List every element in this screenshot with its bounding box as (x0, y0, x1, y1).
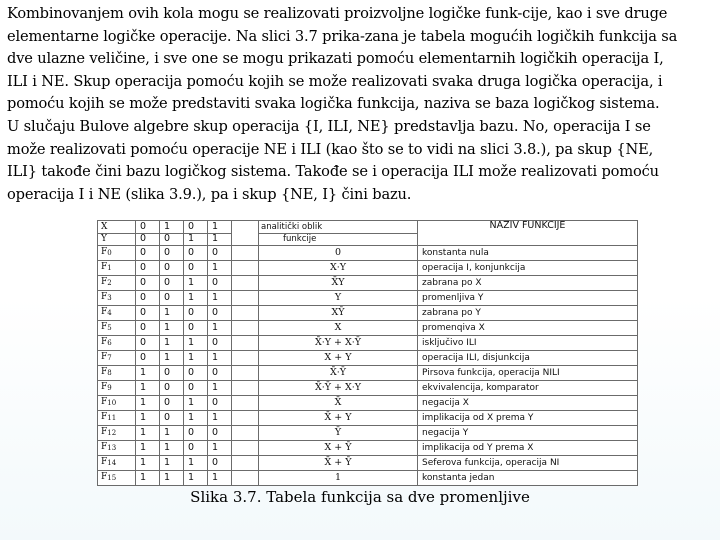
truth-bit: 0 (208, 276, 232, 291)
truth-bit: 0 (136, 261, 160, 276)
table-row (98, 441, 638, 456)
function-label (98, 456, 136, 471)
function-index: 11 (107, 414, 117, 423)
function-index: 6 (107, 339, 112, 348)
truth-bit: 0 (184, 381, 208, 396)
table-row (98, 261, 638, 276)
spacer-cell (232, 351, 259, 366)
truth-bit: 0 (160, 381, 184, 396)
function-label (98, 426, 136, 441)
figure-caption: Slika 3.7. Tabela funkcija sa dve promenljive (190, 488, 530, 506)
function-letter: F (101, 322, 108, 333)
function-name: konstanta jedan (418, 471, 638, 486)
function-letter: F (101, 337, 108, 348)
y-bit: 0 (160, 233, 184, 246)
truth-bit: 0 (136, 246, 160, 261)
truth-bit: 1 (160, 321, 184, 336)
truth-bit: 0 (184, 306, 208, 321)
analytic-expression: X + Ȳ (259, 441, 418, 456)
spacer-cell (232, 321, 259, 336)
spacer-cell (232, 336, 259, 351)
function-label (98, 441, 136, 456)
truth-bit: 1 (160, 306, 184, 321)
function-name: negacija Y (418, 426, 638, 441)
x-bit: 1 (208, 221, 232, 234)
truth-bit: 0 (136, 306, 160, 321)
function-label (98, 366, 136, 381)
spacer-cell (232, 381, 259, 396)
analytic-expression: 1 (259, 471, 418, 486)
function-label (98, 471, 136, 486)
truth-bit: 0 (208, 456, 232, 471)
function-name: zabrana po Y (418, 306, 638, 321)
function-index: 9 (107, 384, 112, 393)
analytic-expression: X̄·Ȳ (259, 366, 418, 381)
function-letter: F (101, 442, 108, 453)
analytic-expression: X̄ + Ȳ (259, 456, 418, 471)
spacer-cell (232, 366, 259, 381)
truth-bit: 0 (184, 321, 208, 336)
truth-bit: 1 (136, 426, 160, 441)
truth-bit: 1 (208, 441, 232, 456)
truth-bit: 0 (184, 366, 208, 381)
truth-bit: 0 (136, 321, 160, 336)
truth-bit: 0 (160, 246, 184, 261)
function-name: ekvivalencija, komparator (418, 381, 638, 396)
analytic-expression: Ȳ (259, 426, 418, 441)
analytic-expression: X̄ + Y (259, 411, 418, 426)
function-label (98, 396, 136, 411)
function-name: promenljiva Y (418, 291, 638, 306)
function-name: operacija I, konjunkcija (418, 261, 638, 276)
table-row (98, 336, 638, 351)
truth-bit: 1 (160, 351, 184, 366)
truth-bit: 1 (184, 276, 208, 291)
function-label (98, 336, 136, 351)
spacer-cell (232, 276, 259, 291)
analytic-expression: X (259, 321, 418, 336)
analytic-expression: X̄·Y + X·Ȳ (259, 336, 418, 351)
y-label: Y (98, 233, 136, 246)
truth-bit: 0 (184, 426, 208, 441)
truth-bit: 1 (208, 291, 232, 306)
analytic-expression: 0 (259, 246, 418, 261)
function-name: Seferova funkcija, operacija NI (418, 456, 638, 471)
truth-bit: 1 (208, 261, 232, 276)
function-name: negacija X (418, 396, 638, 411)
function-label (98, 351, 136, 366)
body-paragraph: Kombinovanjem ovih kola mogu se realizovati proizvoljne logičke funk-cije, kao i sve druge elementarne logičke operacije. Na slici 3.7 prika-zana je tabela mogućih logičkih funkcija sa dve ulazne veličine, i sve one se mogu prikazati pomoću elementarnih logičkih operacija I, ILI i NE. Skup operacija pomoću kojih se može realizovati svaka druga logička operacija, i pomoću kojih se može predstaviti svaka logička funkcija, naziva se baza logičkog sistema. U slučaju Bulove algebre skup operacija {I, ILI, NE} predstavlja bazu. No, operacija I se može realizovati pomoću operacije NE i ILI (kao što se to vidi na slici 3.8.), pa skup {NE, ILI} takođe čini bazu logičkog sistema. Takođe se i operacija ILI može realizovati pomoću operacija I i NE (slika 3.9.), pa i skup {NE, I} čini bazu. (7, 5, 678, 203)
spacer-cell (232, 426, 259, 441)
truth-bit: 1 (136, 411, 160, 426)
truth-bit: 1 (208, 321, 232, 336)
truth-bit: 1 (184, 351, 208, 366)
analytic-expression: X·Y (259, 261, 418, 276)
truth-bit: 1 (184, 456, 208, 471)
spacer-cell (232, 246, 259, 261)
x-bit: 0 (184, 221, 208, 234)
truth-bit: 0 (160, 261, 184, 276)
function-index: 14 (107, 459, 117, 468)
truth-bit: 0 (160, 291, 184, 306)
header-row-x (98, 221, 638, 234)
spacer-cell (232, 221, 259, 246)
function-label (98, 291, 136, 306)
truth-bit: 0 (208, 366, 232, 381)
analytic-expression: X̄Y (259, 276, 418, 291)
truth-bit: 0 (136, 291, 160, 306)
truth-bit: 1 (184, 411, 208, 426)
analytic-expression: XȲ (259, 306, 418, 321)
function-index: 12 (107, 429, 117, 438)
function-letter: F (101, 382, 108, 393)
function-name: isključivo ILI (418, 336, 638, 351)
x-label: X (98, 221, 136, 234)
function-letter: F (101, 412, 108, 423)
function-name: implikacija od Y prema X (418, 441, 638, 456)
function-index: 2 (107, 279, 112, 288)
function-label (98, 276, 136, 291)
spacer-cell (232, 261, 259, 276)
spacer-cell (232, 291, 259, 306)
table-row (98, 411, 638, 426)
truth-bit: 0 (136, 351, 160, 366)
truth-bit: 0 (160, 366, 184, 381)
truth-bit: 1 (208, 411, 232, 426)
function-name: Pirsova funkcija, operacija NILI (418, 366, 638, 381)
function-name: promenqiva X (418, 321, 638, 336)
truth-bit: 1 (160, 441, 184, 456)
truth-bit: 1 (136, 366, 160, 381)
function-label (98, 411, 136, 426)
truth-bit: 0 (208, 426, 232, 441)
function-letter: F (101, 262, 108, 273)
function-index: 13 (107, 444, 117, 453)
function-index: 1 (107, 264, 112, 273)
x-bit: 1 (160, 221, 184, 234)
truth-bit: 0 (160, 411, 184, 426)
function-letter: F (101, 367, 108, 378)
function-letter: F (101, 457, 108, 468)
table-row (98, 321, 638, 336)
table-row (98, 306, 638, 321)
table-row (98, 381, 638, 396)
x-bit: 0 (136, 221, 160, 234)
function-letter: F (101, 427, 108, 438)
truth-bit: 1 (184, 291, 208, 306)
function-index: 8 (107, 369, 112, 378)
analytic-expression: X̄·Ȳ + X·Y (259, 381, 418, 396)
spacer-cell (232, 411, 259, 426)
analytic-expression: X + Y (259, 351, 418, 366)
function-label (98, 261, 136, 276)
function-index: 15 (107, 474, 117, 483)
function-index: 0 (107, 249, 112, 258)
name-header: NAZIV FUNKCIJE (418, 221, 638, 246)
truth-bit: 1 (208, 381, 232, 396)
truth-bit: 0 (184, 441, 208, 456)
truth-bit: 1 (136, 381, 160, 396)
truth-bit: 1 (208, 351, 232, 366)
function-table (97, 220, 638, 486)
function-name: operacija ILI, disjunkcija (418, 351, 638, 366)
function-name: konstanta nula (418, 246, 638, 261)
function-label (98, 381, 136, 396)
truth-bit: 0 (160, 276, 184, 291)
truth-bit: 1 (136, 456, 160, 471)
function-name: zabrana po X (418, 276, 638, 291)
function-index: 7 (107, 354, 112, 363)
function-letter: F (101, 247, 108, 258)
function-label (98, 306, 136, 321)
table-row (98, 471, 638, 486)
function-index: 3 (107, 294, 112, 303)
analytic-header-line2: funkcije (259, 233, 418, 246)
truth-bit: 1 (208, 471, 232, 486)
function-index: 5 (107, 324, 112, 333)
truth-bit: 1 (184, 396, 208, 411)
table-row (98, 276, 638, 291)
table-row (98, 246, 638, 261)
table-row (98, 426, 638, 441)
function-letter: F (101, 472, 108, 483)
spacer-cell (232, 306, 259, 321)
function-letter: F (101, 352, 108, 363)
function-letter: F (101, 277, 108, 288)
function-index: 4 (107, 309, 112, 318)
function-letter: F (101, 397, 108, 408)
function-index: 10 (107, 399, 117, 408)
truth-bit: 1 (184, 336, 208, 351)
truth-bit: 0 (208, 246, 232, 261)
analytic-expression: X̄ (259, 396, 418, 411)
analytic-expression: Y (259, 291, 418, 306)
y-bit: 1 (184, 233, 208, 246)
spacer-cell (232, 441, 259, 456)
truth-bit: 0 (160, 396, 184, 411)
table-row (98, 351, 638, 366)
truth-bit: 1 (160, 336, 184, 351)
table-row (98, 396, 638, 411)
analytic-header-line1: analitički oblik (259, 221, 418, 234)
spacer-cell (232, 456, 259, 471)
truth-bit: 0 (208, 336, 232, 351)
truth-bit: 1 (160, 426, 184, 441)
truth-bit: 1 (160, 471, 184, 486)
table-row (98, 366, 638, 381)
function-letter: F (101, 292, 108, 303)
truth-bit: 0 (208, 306, 232, 321)
spacer-cell (232, 396, 259, 411)
function-label (98, 246, 136, 261)
spacer-cell (232, 471, 259, 486)
truth-bit: 1 (136, 471, 160, 486)
function-letter: F (101, 307, 108, 318)
function-label (98, 321, 136, 336)
y-bit: 1 (208, 233, 232, 246)
y-bit: 0 (136, 233, 160, 246)
table-row (98, 456, 638, 471)
truth-bit: 1 (160, 456, 184, 471)
table-row (98, 291, 638, 306)
truth-bit: 1 (136, 441, 160, 456)
truth-bit: 0 (184, 261, 208, 276)
truth-bit: 0 (184, 246, 208, 261)
function-name: implikacija od X prema Y (418, 411, 638, 426)
truth-bit: 0 (208, 396, 232, 411)
truth-bit: 0 (136, 336, 160, 351)
truth-bit: 1 (184, 471, 208, 486)
truth-bit: 0 (136, 276, 160, 291)
truth-bit: 1 (136, 396, 160, 411)
